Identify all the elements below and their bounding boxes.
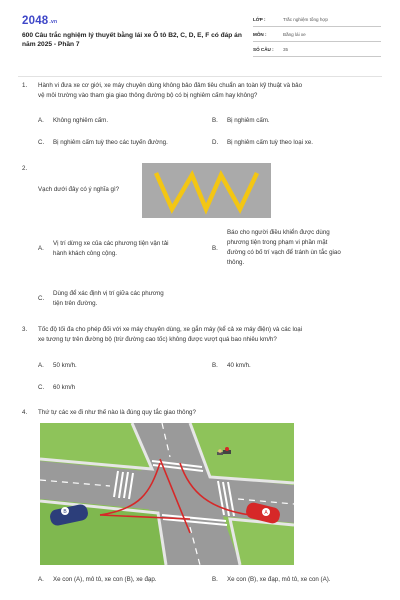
question-2: 2. xyxy=(22,165,28,172)
document-title: 600 Câu trắc nghiệm lý thuyết bằng lái xe Ô tô B2, C, D, E, F có đáp án năm 2025 - Phần 7 xyxy=(22,32,242,48)
svg-text:B: B xyxy=(63,509,67,515)
question-4-text: Thứ tự các xe đi như thế nào là đúng quy tắc giao thông? xyxy=(38,409,196,416)
q1-option-b[interactable]: B. Bị nghiêm cấm. xyxy=(212,117,270,124)
q2-option-b[interactable]: B. Báo cho người điều khiển được dùng phương tiện trong phạm vi phần mặt đường có bố trí vạch để tránh ùn tắc giao thông. xyxy=(212,229,341,266)
question-3-text: Tốc độ tối đa cho phép đối với xe máy chuyên dùng, xe gắn máy (kể cả xe máy điện) và các loại xe tương tự trên đường bộ (trừ đường cao tốc) không được vượt quá bao nhiêu km/h? xyxy=(38,326,303,343)
meta-subject: MÔN : Bằng lái xe xyxy=(253,29,381,42)
zigzag-marking-icon xyxy=(142,163,271,218)
meta-question-count: SỐ CÂU : 35 xyxy=(253,44,381,57)
svg-text:A: A xyxy=(264,510,268,516)
q3-option-b[interactable]: B. 40 km/h. xyxy=(212,362,251,369)
intersection-image xyxy=(40,423,294,565)
question-2-text: Vạch dưới đây có ý nghĩa gì? xyxy=(38,186,120,193)
road-marking-image xyxy=(142,163,271,218)
question-4: 4. Thứ tự các xe đi như thế nào là đúng quy tắc giao thông? xyxy=(0,408,400,418)
q4-option-a[interactable]: A. Xe con (A), mô tô, xe con (B), xe đạp. xyxy=(38,576,157,583)
q2-option-a[interactable]: A. Vị trí dừng xe của các phương tiện vận tải hành khách công cộng. xyxy=(38,240,169,257)
question-3: 3. Tốc độ tối đa cho phép đối với xe máy chuyên dùng, xe gắn máy (kể cả xe máy điện) và các loại xe tương tự trên đường bộ (trừ đường cao tốc) không được vượt quá bao nhiêu km/h? xyxy=(0,325,400,349)
q1-option-d[interactable]: D. Bị nghiêm cấm tuỳ theo loại xe. xyxy=(212,139,313,146)
meta-class: LỚP : Trắc nghiệm tổng hợp xyxy=(253,14,381,27)
q3-option-c[interactable]: C. 60 km/h xyxy=(38,384,76,391)
q1-option-c[interactable]: C. Bị nghiêm cấm tuỳ theo các tuyến đường. xyxy=(38,139,168,146)
site-logo[interactable]: 2048.vn xyxy=(22,15,58,27)
intersection-scene xyxy=(40,423,294,565)
question-1: 1. Hành vi đưa xe cơ giới, xe máy chuyên dùng không bảo đảm tiêu chuẩn an toàn kỹ thuật và bảo vệ môi trường vào tham gia giao thông đường bộ có bị nghiêm cấm hay không? xyxy=(0,81,400,105)
question-1-text: Hành vi đưa xe cơ giới, xe máy chuyên dùng không bảo đảm tiêu chuẩn an toàn kỹ thuật và bảo vệ môi trường vào tham gia giao thông đường bộ có bị nghiêm cấm hay không? xyxy=(38,82,303,99)
q1-option-a[interactable]: A. Không nghiêm cấm. xyxy=(38,117,109,124)
q2-option-c[interactable]: C. Dùng để xác định vị trí giữa các phương tiện trên đường. xyxy=(38,290,164,307)
q3-option-a[interactable]: A. 50 km/h. xyxy=(38,362,77,369)
q4-option-b[interactable]: B. Xe con (B), xe đạp, mô tô, xe con (A). xyxy=(212,576,331,583)
header-divider xyxy=(18,76,382,77)
